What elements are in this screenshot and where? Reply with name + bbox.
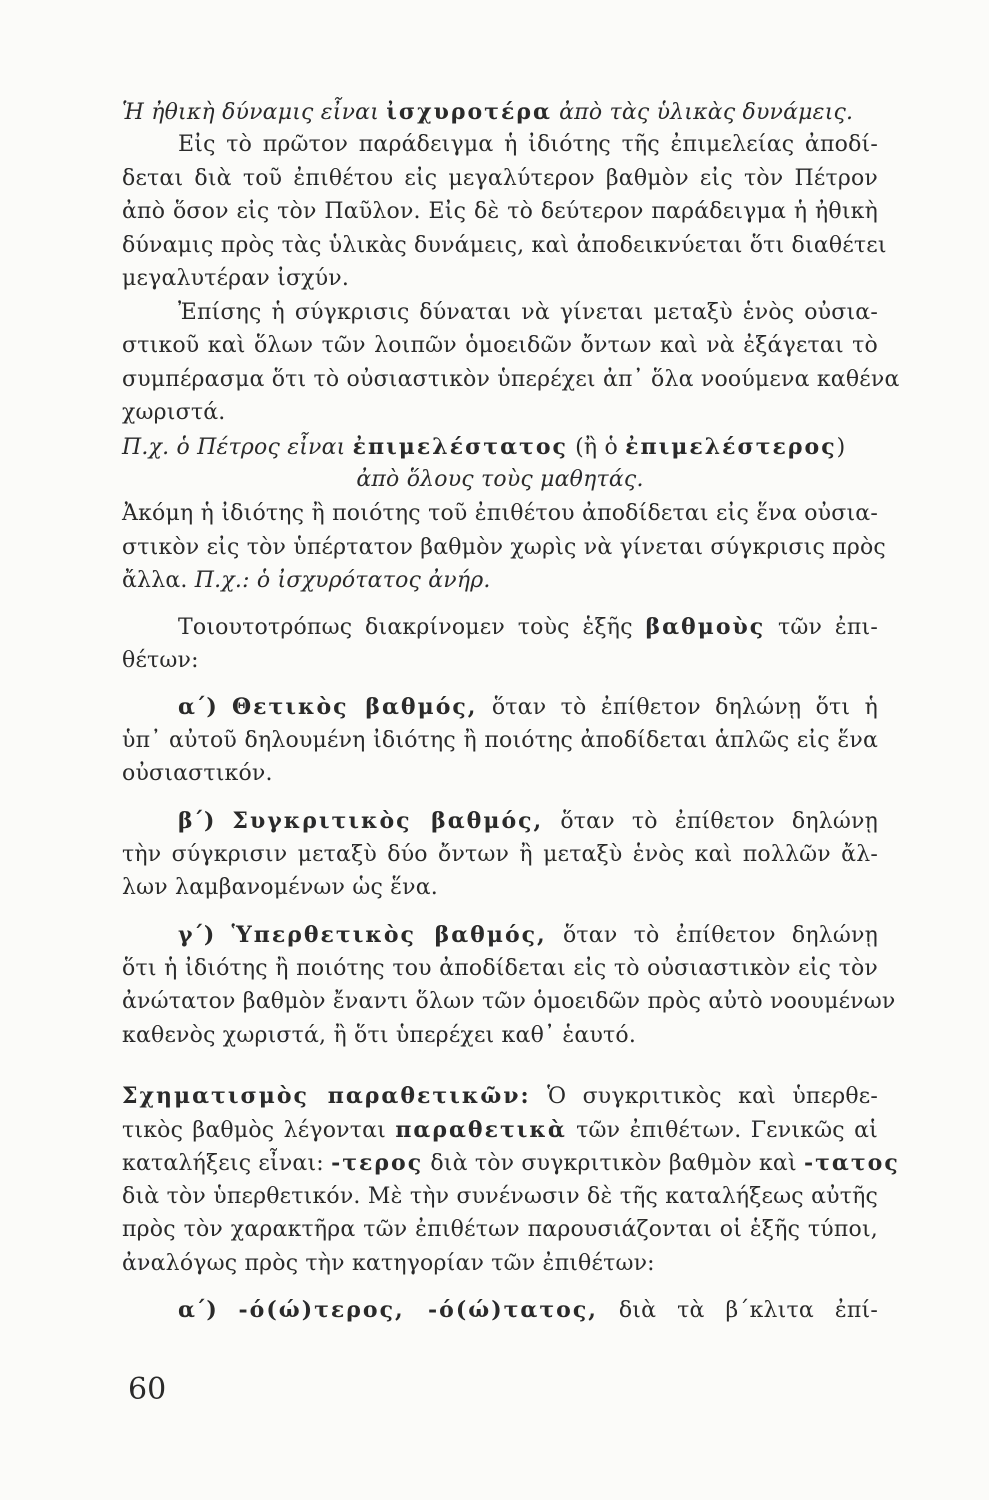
page-number: 60 (128, 1372, 167, 1407)
spaced-bold-term: Θετικὸς βαθμός, (232, 694, 478, 720)
text-line: οὐσιαστικόν. (122, 761, 273, 786)
list-item-heading: γ΄) Ὑπερθετικὸς βαθμός, ὅταν τὸ ἐπίθετον δηλώνῃ (178, 922, 878, 948)
text-line: ὑπ᾽ αὐτοῦ δηλουμένη ἰδιότης ἢ ποιότης ἀποδίδεται ἁπλῶς εἰς ἕνα (122, 728, 878, 753)
suffix-term: -ό(ώ)τερος, -ό(ώ)τατος, (238, 1297, 598, 1323)
text-line: ἄλλα. Π.χ.: ὁ ἰσχυρότατος ἀνήρ. (122, 568, 491, 593)
text-line: στικοῦ καὶ ὅλων τῶν λοιπῶν ὁμοειδῶν ὄντων καὶ νὰ ἐξάγεται τὸ (122, 333, 878, 358)
paragraph-start: Ἐπίσης ἡ σύγκρισις δύναται νὰ γίνεται μεταξὺ ἑνὸς οὐσια- (178, 300, 878, 325)
spaced-bold-term: ἐπιμελέστατος (352, 434, 568, 460)
italic-text: Ἡ ἠθικὴ δύναμις εἶναι (122, 100, 387, 125)
section-heading-line: Σχηματισμὸς παραθετικῶν: Ὁ συγκριτικὸς καὶ ὑπερθε- (122, 1083, 878, 1109)
example-line: Π.χ. ὁ Πέτρος εἶναι ἐπιμελέστατος (ἢ ὁ ἐπιμελέστερος) (122, 434, 846, 460)
suffix-term: -τατος (804, 1150, 900, 1176)
text-line: τικὸς βαθμὸς λέγονται παραθετικὰ τῶν ἐπιθέτων. Γενικῶς αἱ (122, 1117, 878, 1143)
italic-text: ἀπὸ τὰς ὑλικὰς δυνάμεις. (551, 100, 854, 125)
text-line: καθενὸς χωριστά, ἢ ὅτι ὑπερέχει καθ᾽ ἑαυτό. (122, 1023, 637, 1048)
text-line: διὰ τὸν ὑπερθετικόν. Μὲ τὴν συνένωσιν δὲ τῆς καταλήξεως αὐτῆς (122, 1184, 878, 1209)
text-line: τὴν σύγκρισιν μεταξὺ δύο ὄντων ἢ μεταξὺ ἑνὸς καὶ πολλῶν ἄλ- (122, 842, 878, 867)
text-line: ὅτι ἡ ἰδιότης ἢ ποιότης του ἀποδίδεται εἰς τὸ οὐσιαστικὸν εἰς τὸν (122, 956, 878, 981)
text-line: ἀναλόγως πρὸς τὴν κατηγορίαν τῶν ἐπιθέτων: (122, 1251, 655, 1276)
italic-example: Π.χ.: ὁ ἰσχυρότατος ἀνήρ. (194, 568, 491, 593)
list-item-heading: β΄) Συγκριτικὸς βαθμός, ὅταν τὸ ἐπίθετον δηλώνῃ (178, 808, 878, 834)
text-line: στικὸν εἰς τὸν ὑπέρτατον βαθμὸν χωρὶς νὰ γίνεται σύγκρισις πρὸς (122, 535, 886, 560)
text-line: μεγαλυτέραν ἰσχύν. (122, 266, 350, 291)
spaced-bold-term: Συγκριτικὸς βαθμός, (232, 808, 544, 834)
paragraph-start: Εἰς τὸ πρῶτον παράδειγμα ἡ ἰδιότης τῆς ἐπιμελείας ἀποδί- (178, 132, 878, 157)
spaced-bold-term: ἰσχυροτέρα (386, 99, 552, 125)
spaced-bold-term: βαθμοὺς (645, 614, 766, 640)
italic-text: Π.χ. ὁ Πέτρος εἶναι (122, 435, 353, 460)
section-heading: Σχηματισμὸς παραθετικῶν: (122, 1083, 531, 1109)
text-line: ἀπὸ ὅσον εἰς τὸν Παῦλον. Εἰς δὲ τὸ δεύτερον παράδειγμα ἡ ἠθικὴ (122, 199, 878, 224)
text-line: χωριστά. (122, 400, 226, 425)
list-item-heading: α΄) -ό(ώ)τερος, -ό(ώ)τατος, διὰ τὰ β΄κλιτα ἐπί- (178, 1297, 878, 1323)
paragraph-start: Ἀκόμη ἡ ἰδιότης ἢ ποιότης τοῦ ἐπιθέτου ἀποδίδεται εἰς ἕνα οὐσια- (122, 501, 878, 526)
text-line (122, 97, 878, 128)
text-line: καταλήξεις εἶναι: -τερος διὰ τὸν συγκριτικὸν βαθμὸν καὶ -τατος (122, 1150, 900, 1176)
text-line: δεται διὰ τοῦ ἐπιθέτου εἰς μεγαλύτερον βαθμὸν εἰς τὸν Πέτρον (122, 166, 878, 191)
paragraph-start: Τοιουτοτρόπως διακρίνομεν τοὺς ἑξῆς βαθμοὺς τῶν ἐπι- (178, 614, 878, 640)
list-item-heading: α΄) Θετικὸς βαθμός, ὅταν τὸ ἐπίθετον δηλώνῃ ὅτι ἡ (178, 694, 878, 720)
suffix-term: -τερος (331, 1150, 424, 1176)
text-line: λων λαμβανομένων ὡς ἕνα. (122, 875, 439, 900)
text-line: πρὸς τὸν χαρακτῆρα τῶν ἐπιθέτων παρουσιάζονται οἱ ἑξῆς τύποι, (122, 1217, 878, 1242)
spaced-bold-term: Ὑπερθετικὸς βαθμός, (231, 922, 547, 948)
text-line: ἀνώτατον βαθμὸν ἔναντι ὅλων τῶν ὁμοειδῶν πρὸς αὐτὸ νοουμένων (122, 989, 896, 1014)
text-line: δύναμις πρὸς τὰς ὑλικὰς δυνάμεις, καὶ ἀποδεικνύεται ὅτι διαθέτει (122, 233, 887, 258)
text-line: συμπέρασμα ὅτι τὸ οὐσιαστικὸν ὑπερέχει ἀπ᾽ ὅλα νοούμενα καθένα (122, 367, 900, 392)
example-line-centered: ἀπὸ ὅλους τοὺς μαθητάς. (356, 467, 644, 492)
spaced-bold-term: ἐπιμελέστερος (625, 434, 837, 460)
spaced-bold-term: παραθετικὰ (395, 1117, 567, 1143)
text-line: θέτων: (122, 648, 199, 673)
